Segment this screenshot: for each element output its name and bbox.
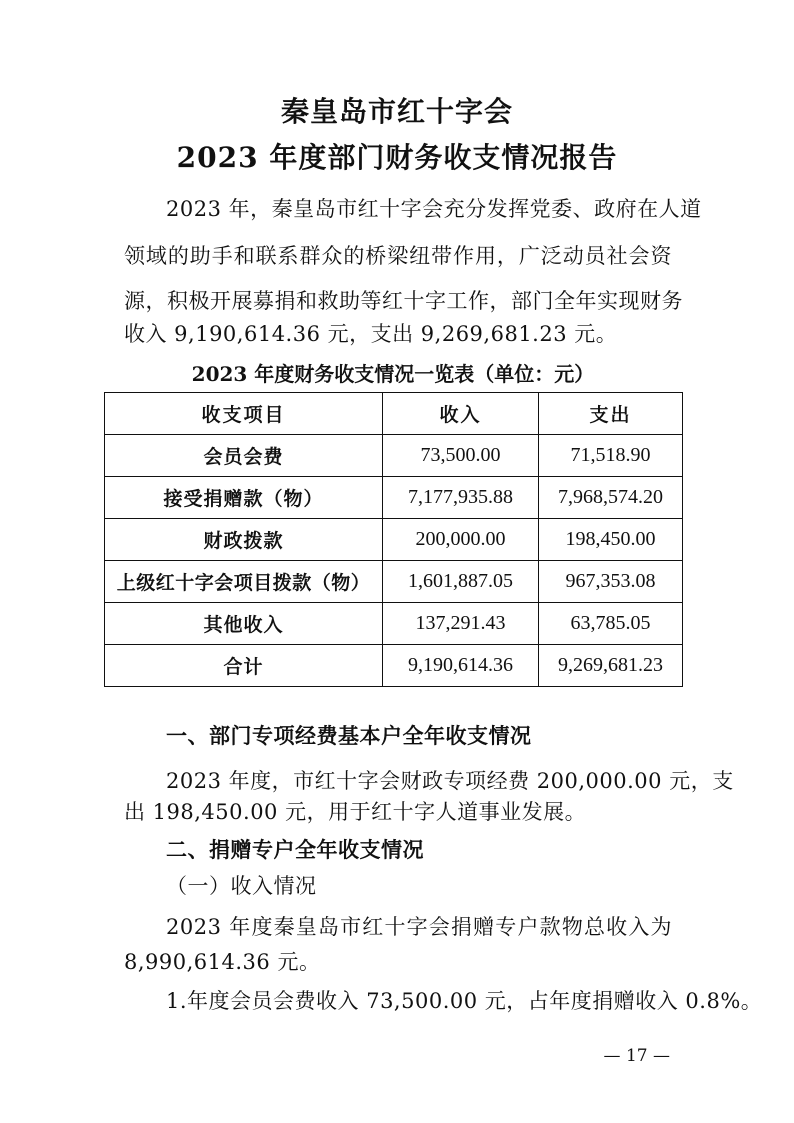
section2-heading: 二、捐赠专户全年收支情况 xyxy=(166,837,424,862)
intro-line-2: 领域的助手和联系群众的桥梁纽带作用，广泛动员社会资 xyxy=(124,244,672,268)
row-item: 其他收入 xyxy=(105,603,383,645)
finance-summary-table xyxy=(104,392,683,687)
section2-line-1: 2023 年度秦皇岛市红十字会捐赠专户款物总收入为 xyxy=(166,915,672,939)
row-expense: 7,968,574.20 xyxy=(539,477,683,519)
table-total-row xyxy=(105,645,683,687)
header-expense: 支出 xyxy=(539,393,683,435)
row-item: 接受捐赠款（物） xyxy=(105,477,383,519)
table-caption: 2023 年度财务收支情况一览表（单位：元） xyxy=(191,362,595,386)
section2-line-3: 1.年度会员会费收入 73,500.00 元，占年度捐赠收入 0.8%。 xyxy=(166,989,763,1013)
row-item: 会员会费 xyxy=(105,435,383,477)
intro-line-4: 收入 9,190,614.36 元，支出 9,269,681.23 元。 xyxy=(124,322,618,346)
table-header-row xyxy=(105,393,683,435)
row-income: 73,500.00 xyxy=(383,435,539,477)
table-row xyxy=(105,603,683,645)
row-expense: 63,785.05 xyxy=(539,603,683,645)
row-expense: 967,353.08 xyxy=(539,561,683,603)
intro-line-3: 源，积极开展募捐和救助等红十字工作，部门全年实现财务 xyxy=(124,289,683,313)
report-title-line1: 秦皇岛市红十字会 xyxy=(280,95,513,128)
page-number: — 17 — xyxy=(603,1046,670,1066)
section1-line-2: 出 198,450.00 元，用于红十字人道事业发展。 xyxy=(124,800,587,824)
section2-line-2: 8,990,614.36 元。 xyxy=(124,950,321,974)
header-income: 收入 xyxy=(383,393,539,435)
row-income: 200,000.00 xyxy=(383,519,539,561)
total-income: 9,190,614.36 xyxy=(383,645,539,687)
header-item: 收支项目 xyxy=(105,393,383,435)
table-row xyxy=(105,561,683,603)
row-expense: 198,450.00 xyxy=(539,519,683,561)
row-income: 137,291.43 xyxy=(383,603,539,645)
row-item: 财政拨款 xyxy=(105,519,383,561)
intro-line-1: 2023 年，秦皇岛市红十字会充分发挥党委、政府在人道 xyxy=(166,197,702,221)
row-item: 上级红十字会项目拨款（物） xyxy=(105,561,383,603)
section2-subheading: （一）收入情况 xyxy=(166,874,317,898)
table-row xyxy=(105,477,683,519)
total-expense: 9,269,681.23 xyxy=(539,645,683,687)
total-label: 合计 xyxy=(105,645,383,687)
row-expense: 71,518.90 xyxy=(539,435,683,477)
table-row xyxy=(105,519,683,561)
section1-line-1: 2023 年度，市红十字会财政专项经费 200,000.00 元，支 xyxy=(166,769,734,793)
row-income: 7,177,935.88 xyxy=(383,477,539,519)
row-income: 1,601,887.05 xyxy=(383,561,539,603)
table-row xyxy=(105,435,683,477)
section1-heading: 一、部门专项经费基本户全年收支情况 xyxy=(166,723,532,748)
report-title-line2: 2023 年度部门财务收支情况报告 xyxy=(176,141,618,174)
